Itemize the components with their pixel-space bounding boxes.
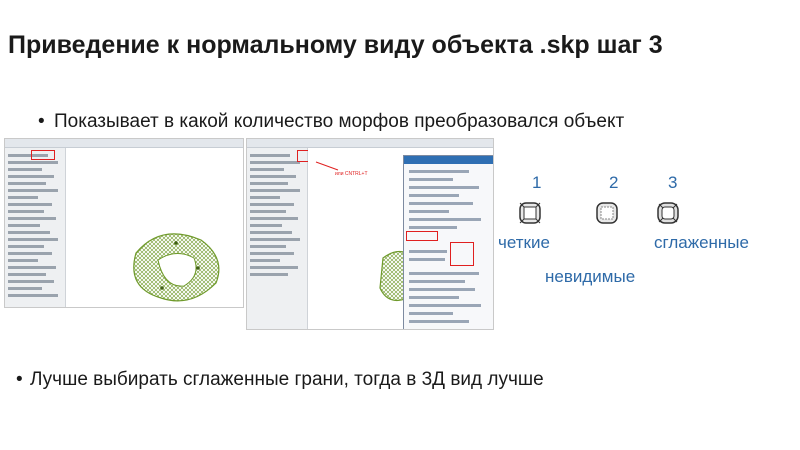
dialog-titlebar <box>404 156 494 164</box>
3d-viewport <box>66 148 243 307</box>
morph-settings-dialog <box>403 155 494 330</box>
label-smooth: сглаженные <box>654 233 749 252</box>
sharp-edges-icon <box>515 198 545 228</box>
smooth-edges-icon <box>653 198 683 228</box>
bullet-text: Показывает в какой количество морфов преобразовался объект <box>54 111 625 132</box>
label-invisible: невидимые <box>545 267 636 286</box>
archicad-screenshot-dialog <box>246 138 494 330</box>
invisible-edges-icon <box>592 198 622 228</box>
shortcut-annotation: или CNTRL+T <box>335 171 368 177</box>
archicad-screenshot-morph <box>4 138 244 308</box>
app-toolbar <box>5 139 243 148</box>
bullet-marker: • <box>38 111 45 132</box>
highlight-box <box>450 242 474 266</box>
bullet-text: Лучше выбирать сглаженные грани, тогда в 3Д вид лучше <box>30 369 544 390</box>
highlight-box <box>31 150 55 160</box>
page-title: Приведение к нормальному виду объекта .skp шаг 3 <box>8 31 663 59</box>
bullet-smooth-recommendation <box>16 369 716 391</box>
label-sharp: четкие <box>498 233 550 252</box>
bullet-marker: • <box>16 369 23 390</box>
app-toolbar <box>247 139 493 148</box>
toolbox-panel <box>5 148 66 307</box>
legend-number-3: 3 <box>668 173 678 192</box>
legend-number-2: 2 <box>609 173 619 192</box>
morph-mesh-graphic <box>66 148 243 306</box>
legend-number-1: 1 <box>532 173 542 192</box>
bullet-morph-count <box>38 111 698 133</box>
highlight-box <box>406 231 438 241</box>
toolbox-panel <box>247 148 308 329</box>
